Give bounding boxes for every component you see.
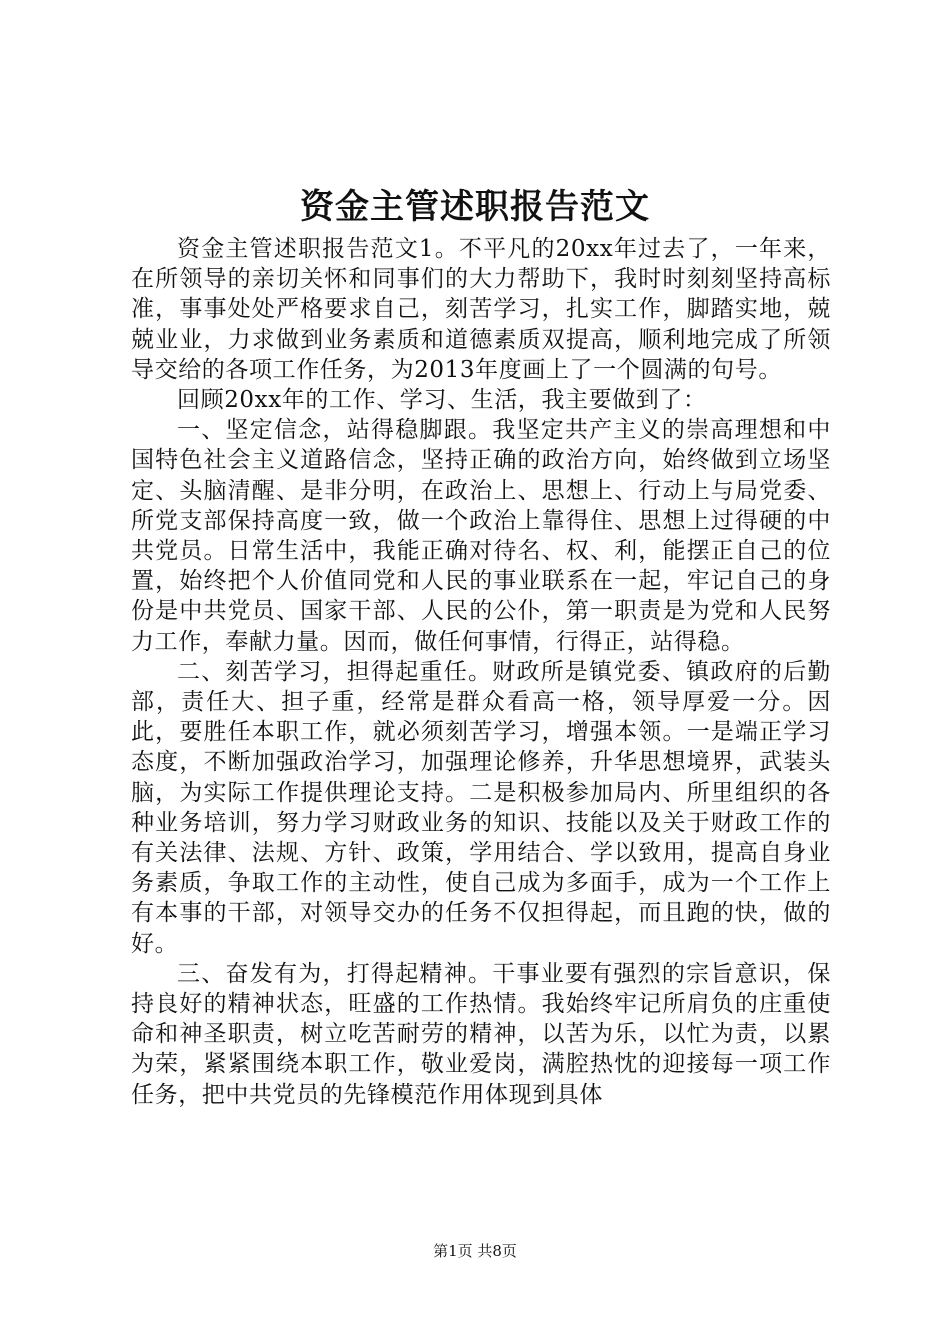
paragraph-review: 回顾20xx年的工作、学习、生活，我主要做到了： <box>177 387 707 414</box>
document-title: 资金主管述职报告范文 <box>300 187 650 227</box>
document-body <box>131 234 831 1110</box>
paragraph-section-3: 三、奋发有为，打得起精神。干事业要有强烈的宗旨意识，保持良好的精神状态，旺盛的工作热情。我始终牢记所肩负的庄重使命和神圣职责，树立吃苦耐劳的精神，以苦为乐，以忙为责，以累为荣，紧紧围绕本职工作，敬业爱岗，满腔热忱的迎接每一项工作任务，把中共党员的先锋模范作用体现到具体 <box>131 960 831 1108</box>
paragraph-intro: 资金主管述职报告范文1。不平凡的20xx年过去了，一年来，在所领导的亲切关怀和同事们的大力帮助下，我时时刻刻坚持高标准，事事处处严格要求自己，刻苦学习，扎实工作，脚踏实地，兢兢业业，力求做到业务素质和道德素质双提高，顺利地完成了所领导交给的各项工作任务，为2013年度画上了一个圆满的句号。 <box>131 236 831 383</box>
paragraph-section-2: 二、刻苦学习，担得起重任。财政所是镇党委、镇政府的后勤部，责任大、担子重，经常是群众看高一格，领导厚爱一分。因此，要胜任本职工作，就必须刻苦学习，增强本领。一是端正学习态度，不断加强政治学习，加强理论修养，升华思想境界，武装头脑，为实际工作提供理论支持。二是积极参加局内、所里组织的各种业务培训，努力学习财政业务的知识、技能以及关于财政工作的有关法律、法规、方针、政策，学用结合、学以致用，提高自身业务素质，争取工作的主动性，使自己成为多面手，成为一个工作上有本事的干部，对领导交办的任务不仅担得起，而且跑的快，做的好。 <box>131 658 831 957</box>
page-footer <box>0 1240 950 1262</box>
paragraph-section-1: 一、坚定信念，站得稳脚跟。我坚定共产主义的崇高理想和中国特色社会主义道路信念，坚持正确的政治方向，始终做到立场坚定、头脑清醒、是非分明，在政治上、思想上、行动上与局党委、所党支部保持高度一致，做一个政治上靠得住、思想上过得硬的中共党员。日常生活中，我能正确对待名、权、利，能摆正自己的位置，始终把个人价值同党和人民的事业联系在一起，牢记自己的身份是中共党员、国家干部、人民的公仆，第一职责是为党和人民努力工作，奉献力量。因而，做任何事情，行得正，站得稳。 <box>131 417 831 655</box>
page-number-indicator: 第1页 共8页 <box>433 1242 517 1260</box>
